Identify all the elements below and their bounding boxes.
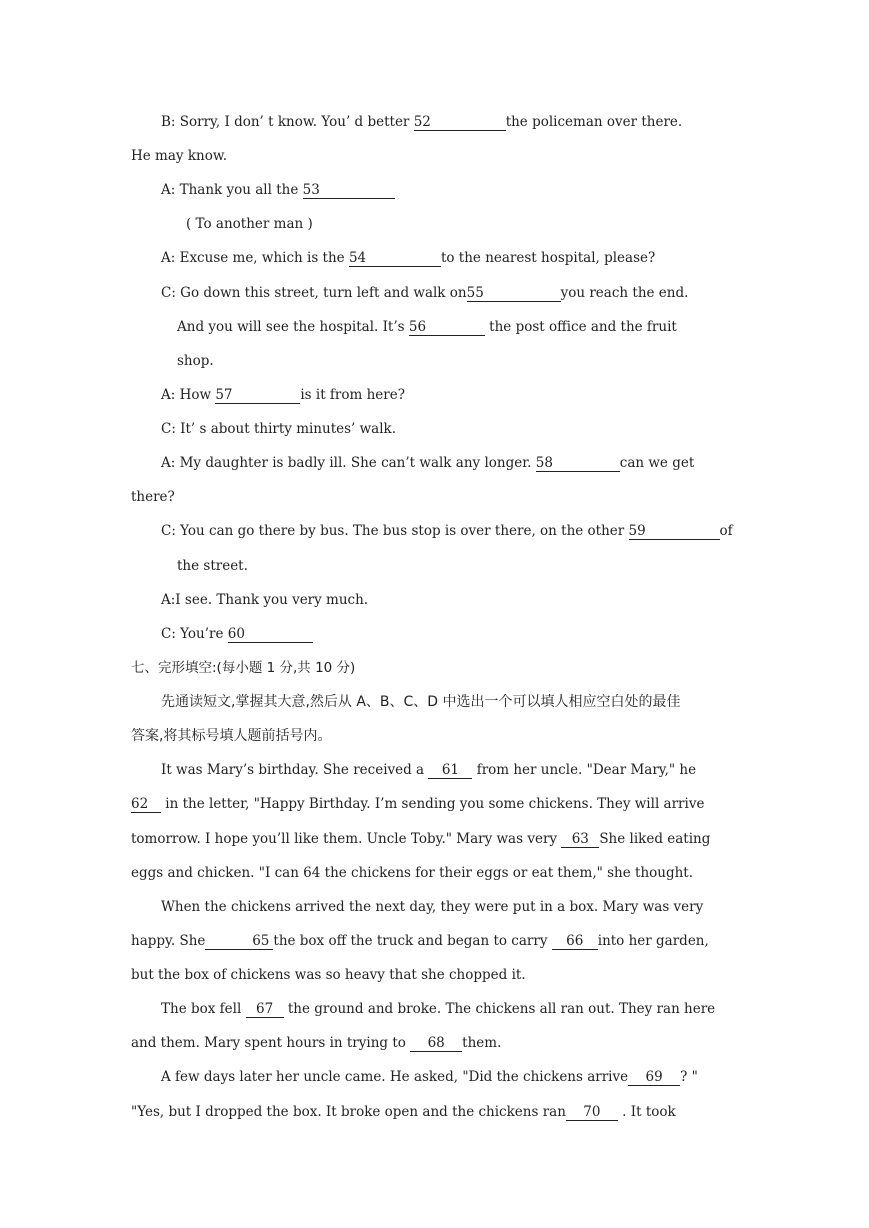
blank-57: 57 <box>215 388 300 404</box>
blank-63: 63 <box>561 832 599 848</box>
text: the ground and broke. The chickens all ran out. They ran here <box>283 1001 716 1017</box>
passage-line <box>161 1000 715 1018</box>
dialogue-line: He may know. <box>131 148 228 164</box>
text: tomorrow. I hope you’ll like them. Uncle Toby." Mary was very <box>131 831 562 847</box>
dialogue-line-c-bus <box>161 522 733 540</box>
dialogue-line-c-go <box>161 284 688 302</box>
text: It was Mary’s birthday. She received a <box>161 762 429 778</box>
text: of <box>719 523 733 539</box>
dialogue-line-c-welcome <box>161 625 313 643</box>
blank-69: 69 <box>628 1070 680 1086</box>
blank-58: 58 <box>536 456 620 472</box>
dialogue-line-a-excuse <box>161 249 655 267</box>
passage-line <box>161 761 696 779</box>
blank-70: 70 <box>566 1105 618 1121</box>
text: A: My daughter is badly ill. She can’t walk any longer. <box>161 455 536 471</box>
text: can we get <box>619 455 695 471</box>
dialogue-line: the street. <box>177 558 248 574</box>
blank-66: 66 <box>552 934 598 950</box>
text: C: You’re <box>161 626 228 642</box>
dialogue-line-a-daughter <box>161 454 694 472</box>
dialogue-line <box>177 318 677 336</box>
section-heading: 七、完形填空:(每小题 1 分,共 10 分) <box>131 660 356 676</box>
text: them. <box>462 1035 502 1051</box>
blank-67: 67 <box>246 1002 284 1018</box>
passage-line <box>131 1034 501 1052</box>
text: happy. She <box>131 933 206 949</box>
text: into her garden, <box>597 933 709 949</box>
text: the policeman over there. <box>505 114 683 130</box>
text: The box fell <box>161 1001 246 1017</box>
blank-56: 56 <box>409 320 485 336</box>
text: and them. Mary spent hours in trying to <box>131 1035 411 1051</box>
text: A: How <box>161 387 216 403</box>
dialogue-line-a-how <box>161 386 405 404</box>
text: to the nearest hospital, please? <box>440 250 656 266</box>
passage-line <box>131 795 704 813</box>
blank-60: 60 <box>228 627 313 643</box>
passage-line <box>131 1103 676 1121</box>
text: A: Excuse me, which is the <box>161 250 349 266</box>
passage-line: eggs and chicken. "I can 64 the chickens for their eggs or eat them," she thought. <box>131 865 694 881</box>
text: in the letter, "Happy Birthday. I’m sending you some chickens. They will arrive <box>161 796 705 812</box>
blank-61: 61 <box>428 763 472 779</box>
dialogue-line: there? <box>131 489 175 505</box>
text: "Yes, but I dropped the box. It broke open and the chickens ran <box>131 1104 566 1120</box>
passage-line <box>131 830 710 848</box>
dialogue-line: shop. <box>177 353 214 369</box>
blank-52: 52 <box>414 115 506 131</box>
blank-65: 65 <box>205 934 273 950</box>
text: She liked eating <box>599 831 711 847</box>
text: is it from here? <box>300 387 405 403</box>
text: ? " <box>680 1069 698 1085</box>
text: C: You can go there by bus. The bus stop is over there, on the other <box>161 523 629 539</box>
text: B: Sorry, I don’ t know. You’ d better <box>161 114 414 130</box>
dialogue-line-a-thank <box>161 181 395 199</box>
dialogue-line-c-thirty: C: It’ s about thirty minutes’ walk. <box>161 421 397 437</box>
passage-line: When the chickens arrived the next day, they were put in a box. Mary was very <box>161 899 704 915</box>
blank-68: 68 <box>410 1036 462 1052</box>
text: from her uncle. "Dear Mary," he <box>472 762 697 778</box>
dialogue-line-a-see: A:I see. Thank you very much. <box>161 592 369 608</box>
stage-direction: ( To another man ) <box>186 216 313 232</box>
text: A: Thank you all the <box>161 182 303 198</box>
instructions: 答案,将其标号填人题前括号内。 <box>131 728 332 744</box>
passage-line: but the box of chickens was so heavy that she chopped it. <box>131 967 526 983</box>
blank-62: 62 <box>131 797 161 813</box>
dialogue-line-b-sorry <box>161 113 682 131</box>
text: you reach the end. <box>560 285 689 301</box>
blank-59: 59 <box>629 524 720 540</box>
text: A few days later her uncle came. He asked, "Did the chickens arrive <box>161 1069 629 1085</box>
text: . It took <box>617 1104 676 1120</box>
text: the box off the truck and began to carry <box>273 933 552 949</box>
text: And you will see the hospital. It’s <box>177 319 409 335</box>
blank-55: 55 <box>467 286 561 302</box>
instructions: 先通读短文,掌握其大意,然后从 A、B、C、D 中选出一个可以填人相应空白处的最佳 <box>161 694 681 710</box>
blank-54: 54 <box>349 251 441 267</box>
passage-line <box>161 1068 698 1086</box>
text: C: Go down this street, turn left and walk on <box>161 285 467 301</box>
text: the post office and the fruit <box>484 319 677 335</box>
passage-line <box>131 932 709 950</box>
blank-53: 53 <box>303 183 395 199</box>
